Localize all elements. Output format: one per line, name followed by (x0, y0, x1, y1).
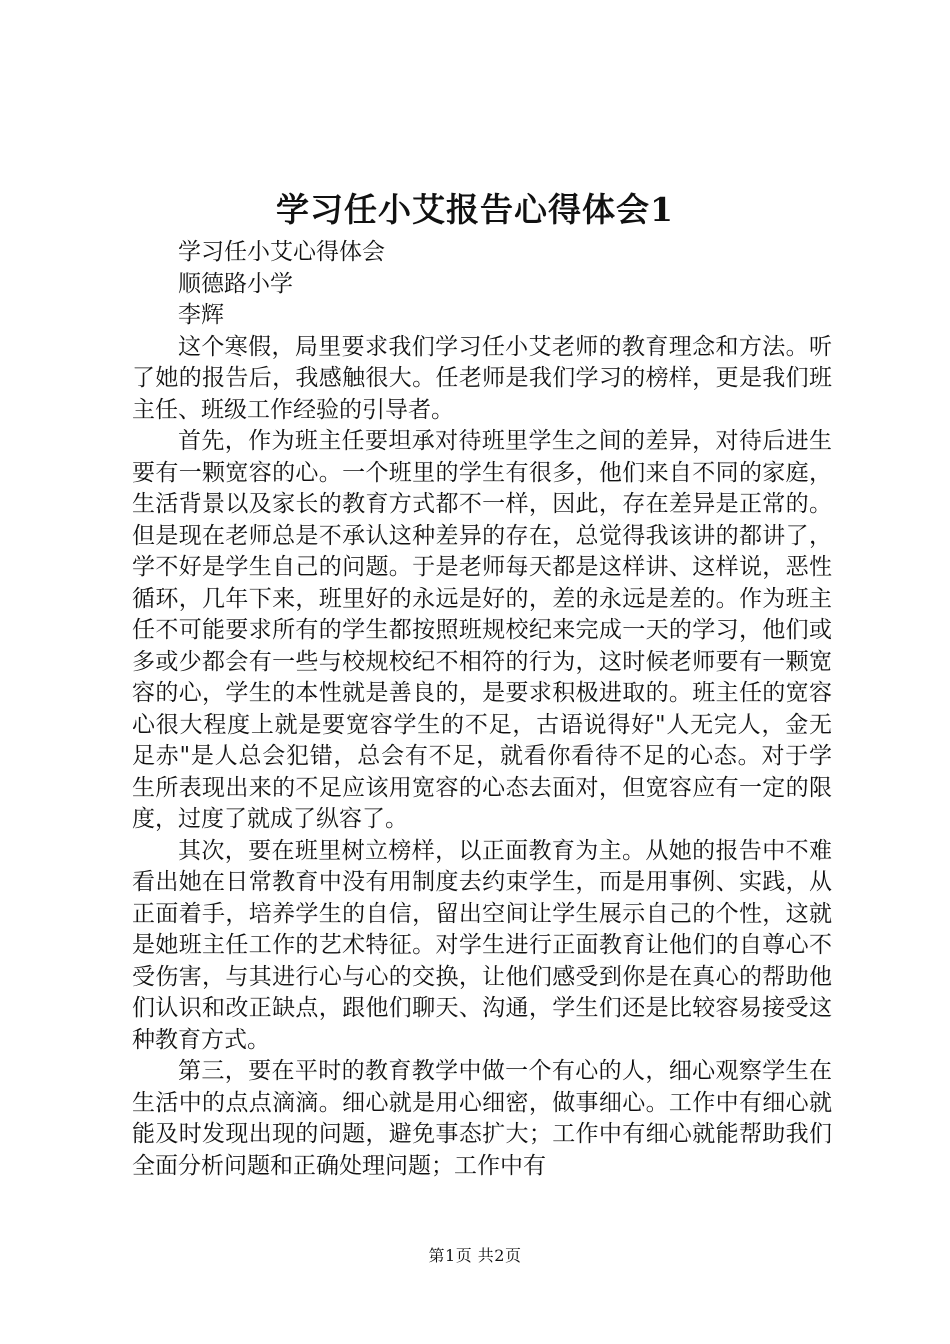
paragraph-1: 这个寒假，局里要求我们学习任小艾老师的教育理念和方法。听了她的报告后，我感触很大。任老师是我们学习的榜样，更是我们班主任、班级工作经验的引导者。 (132, 333, 832, 423)
document-title: 学习任小艾报告心得体会1 (276, 190, 674, 229)
document-subtitle: 学习任小艾心得体会 (178, 239, 385, 265)
page-number-footer: 第1页 共2页 (428, 1246, 522, 1265)
document-body (132, 237, 832, 1182)
paragraph-2: 首先，作为班主任要坦承对待班里学生之间的差异，对待后进生要有一颗宽容的心。一个班里的学生有很多，他们来自不同的家庭，生活背景以及家长的教育方式都不一样，因此，存在差异是正常的。但是现在老师总是不承认这种差异的存在，总觉得我该讲的都讲了，学不好是学生自己的问题。于是老师每天都是这样讲、这样说，恶性循环，几年下来，班里好的永远是好的，差的永远是差的。作为班主任不可能要求所有的学生都按照班规校纪来完成一天的学习，他们或多或少都会有一些与校规校纪不相符的行为，这时候老师要有一颗宽容的心，学生的本性就是善良的，是要求积极进取的。班主任的宽容心很大程度上就是要宽容学生的不足，古语说得好"人无完人，金无足赤"是人总会犯错，总会有不足，就看你看待不足的心态。对于学生所表现出来的不足应该用宽容的心态去面对，但宽容应有一定的限度，过度了就成了纵容了。 (132, 428, 832, 832)
author-name: 李辉 (178, 302, 224, 328)
paragraph-3: 其次，要在班里树立榜样，以正面教育为主。从她的报告中不难看出她在日常教育中没有用制度去约束学生，而是用事例、实践，从正面着手，培养学生的自信，留出空间让学生展示自己的个性，这就是她班主任工作的艺术特征。对学生进行正面教育让他们的自尊心不受伤害，与其进行心与心的交换，让他们感受到你是在真心的帮助他们认识和改正缺点，跟他们聊天、沟通，学生们还是比较容易接受这种教育方式。 (132, 837, 832, 1053)
paragraph-4: 第三，要在平时的教育教学中做一个有心的人，细心观察学生在生活中的点点滴滴。细心就是用心细密，做事细心。工作中有细心就能及时发现出现的问题，避免事态扩大；工作中有细心就能帮助我们全面分析问题和正确处理问题；工作中有 (132, 1058, 832, 1179)
school-name: 顺德路小学 (178, 270, 293, 297)
